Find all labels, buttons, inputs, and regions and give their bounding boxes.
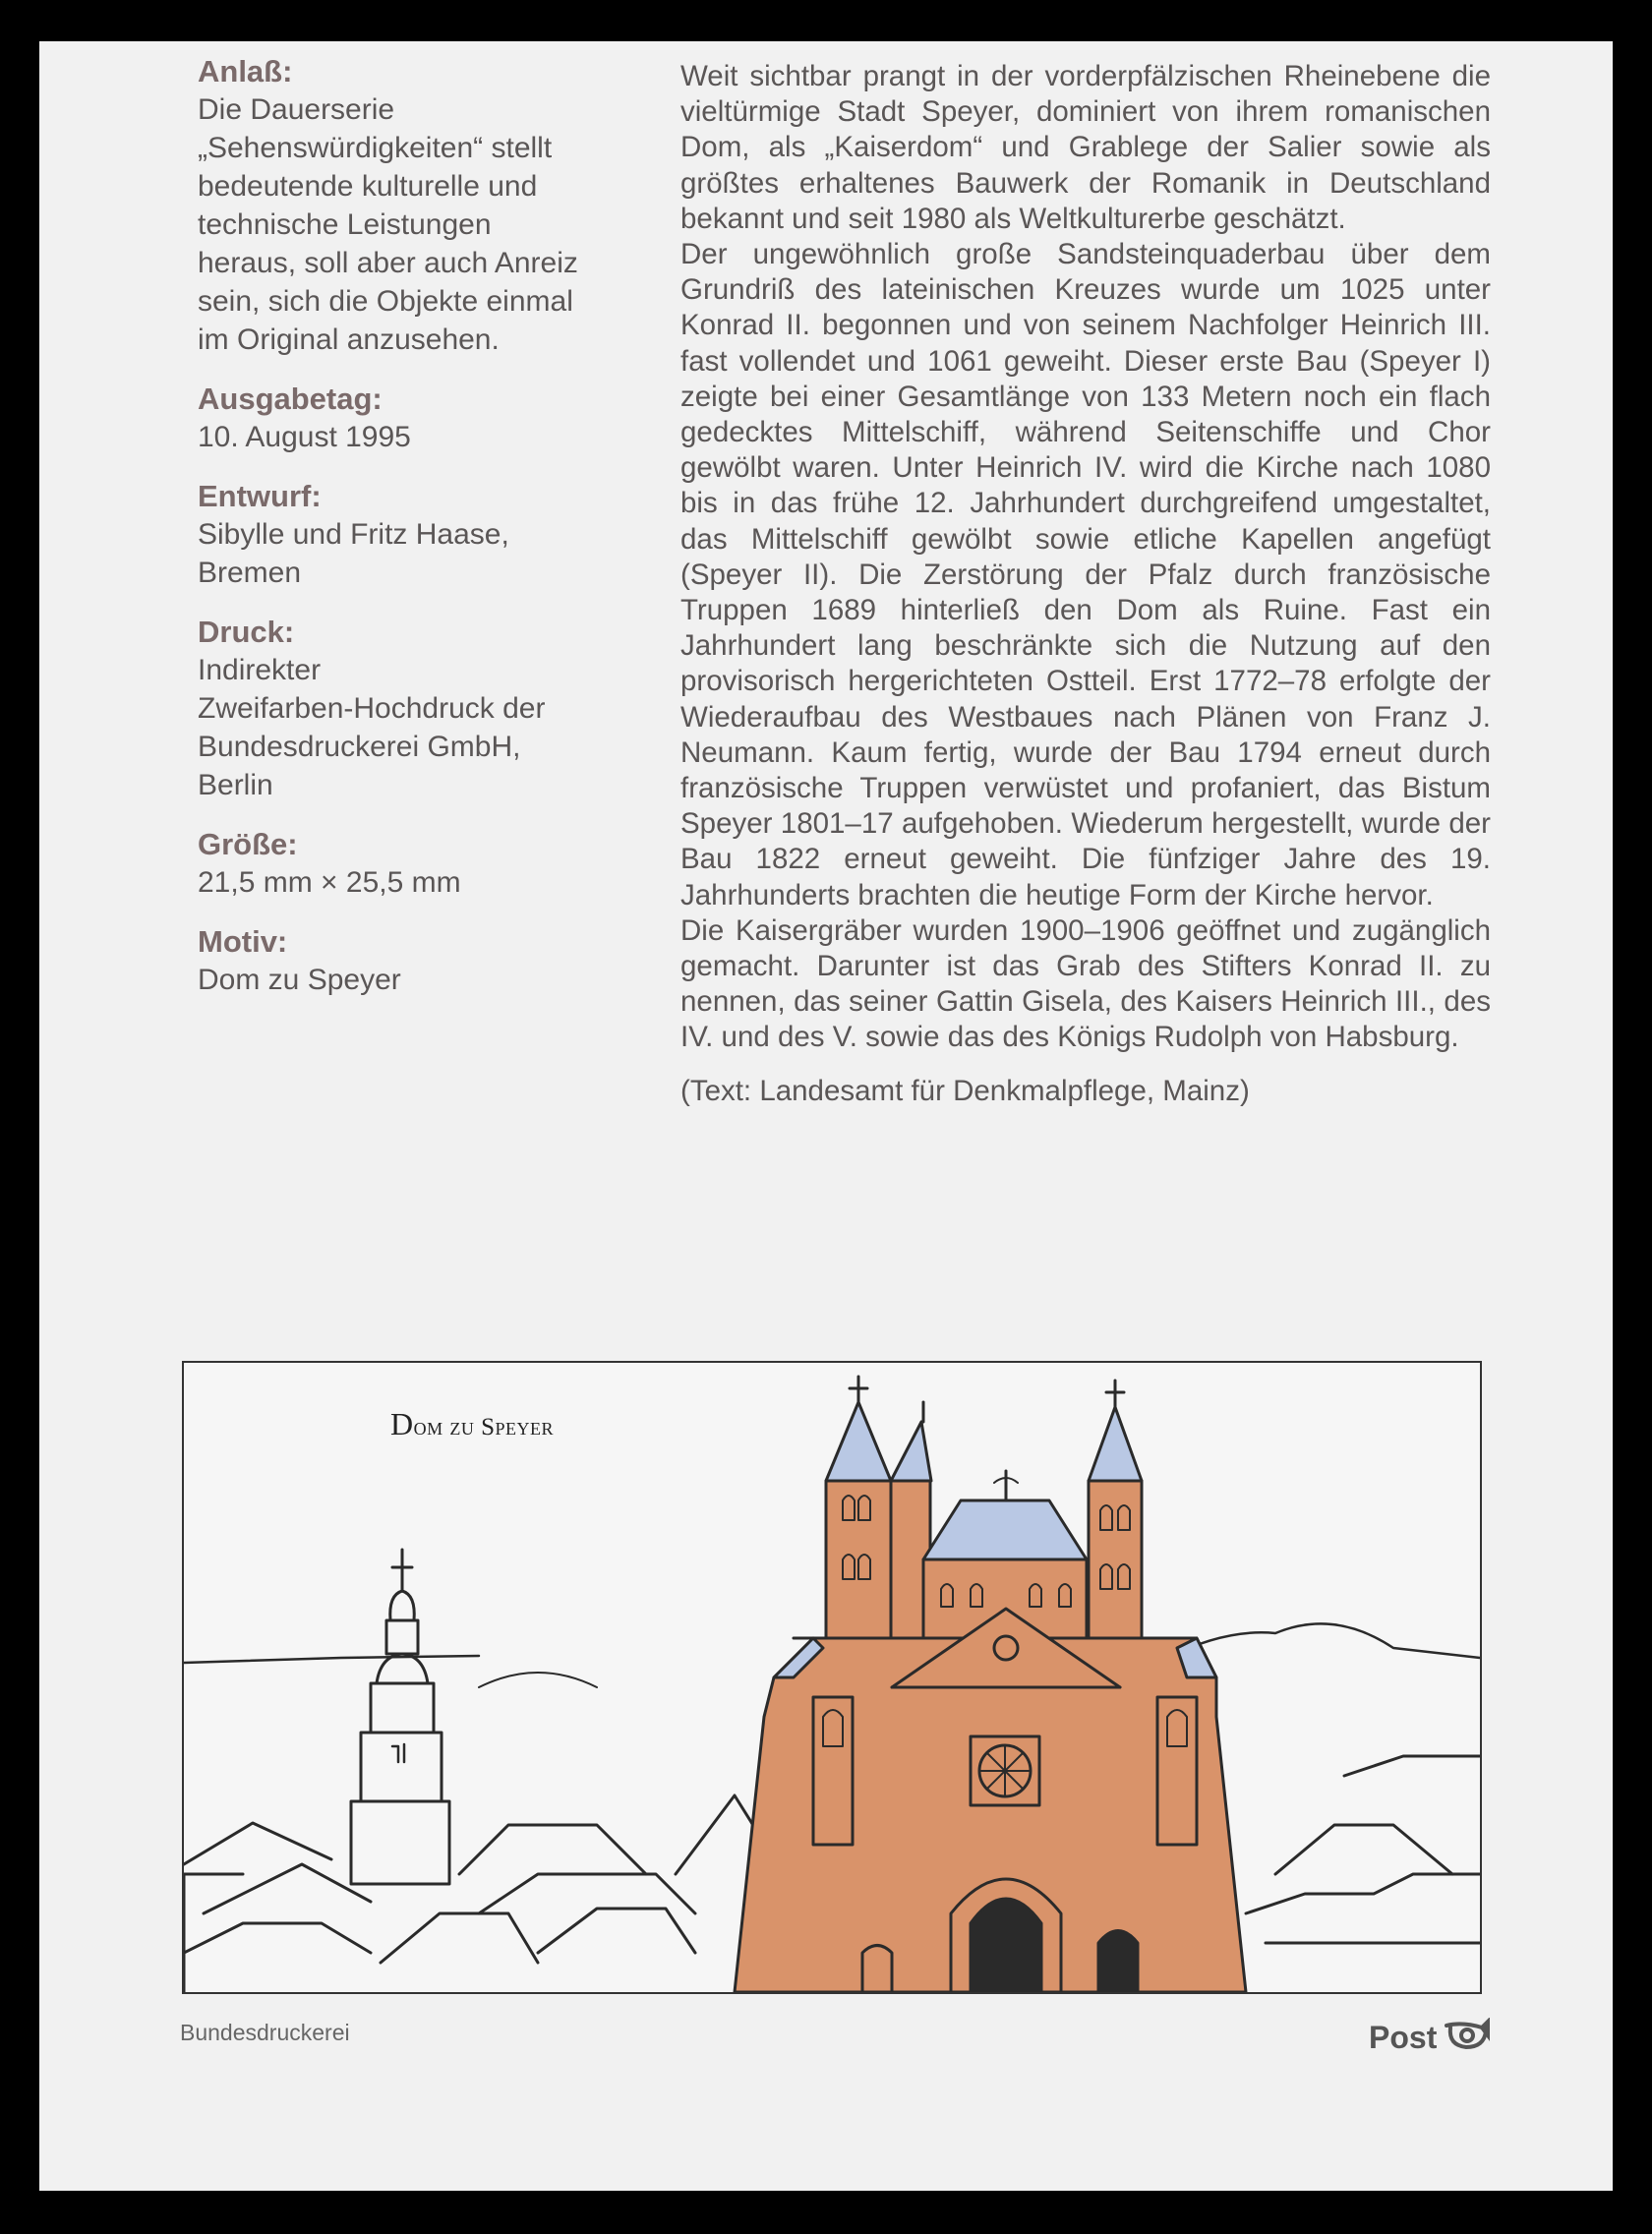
posthorn-icon (1443, 2018, 1492, 2057)
field-motiv (198, 923, 689, 999)
cathedral-illustration (182, 1361, 1482, 1994)
field-value: Indirekter Zweifarben-Hochdruck der Bundesdruckerei GmbH, Berlin (198, 654, 546, 801)
field-label: Entwurf: (198, 479, 322, 513)
field-label: Ausgabetag: (198, 382, 383, 416)
text-credit: (Text: Landesamt für Denkmalpflege, Mainz) (680, 1074, 1250, 1107)
field-value: 21,5 mm × 25,5 mm (198, 866, 461, 899)
cathedral-drawing (184, 1363, 1480, 1992)
field-label: Druck: (198, 615, 295, 649)
paragraph: Weit sichtbar prangt in der vorderpfälzischen Rheinebene die vieltürmige Stadt Speyer, dominiert von ihrem romanischen Dom, als „Kaiserdom“ und Grablege der Salier sowie als größtes erhaltenes Bauwerk der Romanik in Deutschland bekannt und seit 1980 als Weltkulturerbe geschätzt. (680, 60, 1491, 235)
document-sheet (39, 41, 1613, 2191)
field-label: Anlaß: (198, 54, 293, 88)
printer-imprint: Bundesdruckerei (180, 2020, 350, 2045)
field-anlass (198, 53, 689, 359)
field-value: Dom zu Speyer (198, 964, 401, 996)
post-label: Post (1369, 2019, 1438, 2055)
paragraph: Die Kaisergräber wurden 1900–1906 geöffnet und zugänglich gemacht. Darunter ist das Grab des Stifters Konrad II. zu nennen, das seiner Gattin Gisela, des Kaisers Heinrich III., des IV. und des V. sowie das des Königs Rudolph von Habsburg. (680, 913, 1491, 1054)
field-groesse (198, 826, 689, 902)
post-logo (1369, 2018, 1492, 2057)
illustration-title: Dom zu Speyer (390, 1406, 555, 1441)
issue-details (198, 53, 689, 1021)
field-ausgabetag (198, 381, 689, 456)
field-value: 10. August 1995 (198, 421, 411, 453)
field-entwurf (198, 478, 689, 592)
description-text (680, 59, 1491, 1109)
paragraph: Der ungewöhnlich große Sandsteinquaderbau über dem Grundriß des lateinischen Kreuzes wurde um 1025 unter Konrad II. begonnen und von seinem Nachfolger Heinrich III. fast vollendet und 1061 geweiht. Dieser erste Bau (Speyer I) zeigte bei einer Gesamtlänge von 133 Metern noch ein flach gedecktes Mittelschiff, während Seitenschiffe und Chor gewölbt waren. Unter Heinrich IV. wird die Kirche nach 1080 bis in das frühe 12. Jahrhundert durchgreifend umgestaltet, das Mittelschiff gewölbt sowie etliche Kapellen angefügt (Speyer II). Die Zerstörung der Pfalz durch französische Truppen 1689 hinterließ den Dom als Ruine. Fast ein Jahrhundert lang beschränkte sich die Nutzung auf den provisorisch hergerichteten Ostteil. Erst 1772–78 erfolgte der Wiederaufbau des Westbaues nach Plänen von Franz J. Neumann. Kaum fertig, wurde der Bau 1794 erneut durch französische Truppen verwüstet und profaniert, das Bistum Speyer 1801–17 aufgehoben. Wiederum hergestellt, wurde der Bau 1822 erneut geweiht. Die fünfziger Jahre des 19. Jahrhunderts brachten die heutige Form der Kirche hervor. (680, 238, 1491, 911)
field-label: Größe: (198, 827, 298, 861)
field-druck (198, 614, 689, 804)
field-value: Die Dauerserie „Sehenswürdigkeiten“ stellt bedeutende kulturelle und technische Leistungen heraus, soll aber auch Anreiz sein, sich die Objekte einmal im Original anzusehen. (198, 93, 578, 356)
field-value: Sibylle und Fritz Haase, Bremen (198, 518, 509, 589)
field-label: Motiv: (198, 924, 288, 959)
